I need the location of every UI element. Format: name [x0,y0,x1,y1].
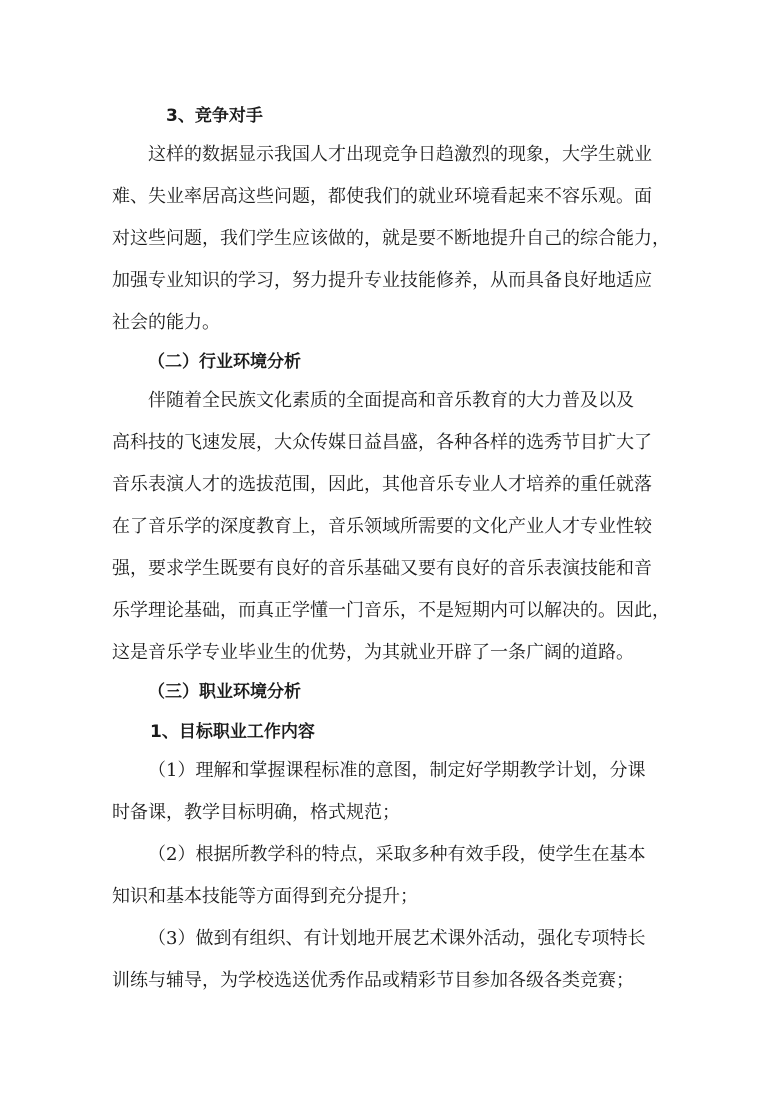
paragraph-line: 加强专业知识的学习，努力提升专业技能修养，从而具备良好地适应 [112,270,652,291]
heading-occupation-environment: （三）职业环境分析 [148,682,301,702]
heading-competitors: 3、竞争对手 [166,106,263,126]
subheading-job-content: 1、目标职业工作内容 [150,722,315,742]
paragraph-line: 伴随着全民族文化素质的全面提高和音乐教育的大力普及以及 [148,390,634,411]
paragraph-line: 难、失业率居高这些问题，都使我们的就业环境看起来不容乐观。面 [112,186,652,207]
paragraph-line: 这是音乐学专业毕业生的优势，为其就业开辟了一条广阔的道路。 [112,642,634,663]
paragraph-line: 音乐表演人才的选拔范围，因此，其他音乐专业人才培养的重任就落 [112,474,652,495]
paragraph-line: 社会的能力。 [112,312,220,333]
list-item-line: 时备课，教学目标明确，格式规范； [112,802,400,823]
list-item-line: 训练与辅导，为学校选送优秀作品或精彩节目参加各级各类竞赛； [112,970,634,991]
paragraph-line: 乐学理论基础，而真正学懂一门音乐，不是短期内可以解决的。因此， [112,600,670,621]
paragraph-line: 强，要求学生既要有良好的音乐基础又要有良好的音乐表演技能和音 [112,558,652,579]
heading-industry-environment: （二）行业环境分析 [148,352,301,372]
list-item-line: （1）理解和掌握课程标准的意图，制定好学期教学计划，分课 [148,760,646,781]
paragraph-line: 对这些问题，我们学生应该做的，就是要不断地提升自己的综合能力， [112,228,670,249]
list-item-line: 知识和基本技能等方面得到充分提升； [112,886,418,907]
list-item-line: （3）做到有组织、有计划地开展艺术课外活动，强化专项特长 [148,928,646,949]
paragraph-line: 这样的数据显示我国人才出现竞争日趋激烈的现象，大学生就业 [148,144,652,165]
paragraph-line: 在了音乐学的深度教育上，音乐领域所需要的文化产业人才专业性较 [112,516,652,537]
list-item-line: （2）根据所教学科的特点，采取多种有效手段，使学生在基本 [148,844,646,865]
paragraph-line: 高科技的飞速发展，大众传媒日益昌盛，各种各样的选秀节目扩大了 [112,432,652,453]
